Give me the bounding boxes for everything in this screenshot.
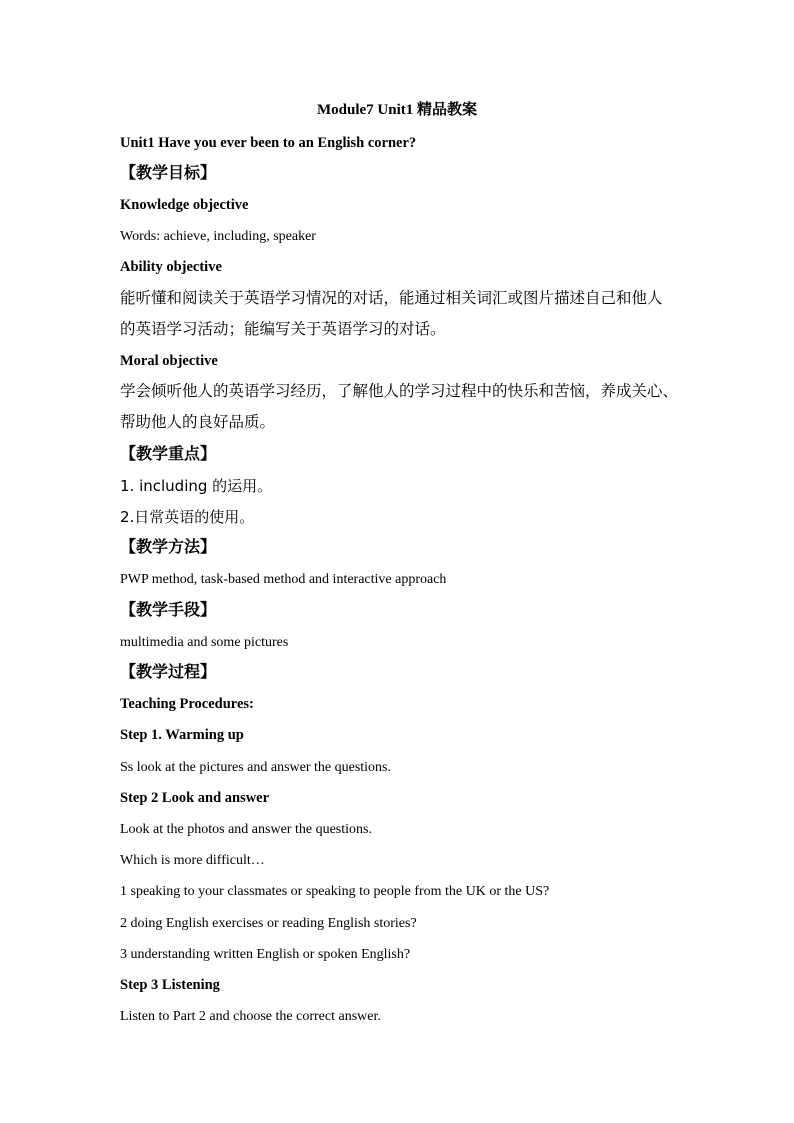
- words-line: Words: achieve, including, speaker: [120, 229, 316, 244]
- key-point-2: 2.日常英语的使用。: [120, 508, 255, 526]
- section-teaching-process: 【教学过程】: [120, 662, 217, 681]
- section-key-points: 【教学重点】: [120, 444, 217, 463]
- ability-text-line-2: 的英语学习活动；能编写关于英语学习的对话。: [120, 320, 446, 338]
- moral-objective-heading: Moral objective: [120, 353, 218, 369]
- methods-text: PWP method, task-based method and interactive approach: [120, 572, 447, 587]
- section-teaching-means: 【教学手段】: [120, 600, 217, 619]
- step2-item-3: 3 understanding written English or spoken English?: [120, 947, 411, 962]
- step3-heading: Step 3 Listening: [120, 977, 220, 993]
- ability-objective-heading: Ability objective: [120, 259, 222, 275]
- key-point-1: 1. including 的运用。: [120, 477, 273, 495]
- step2-item-1: 1 speaking to your classmates or speaking to people from the UK or the US?: [120, 884, 550, 899]
- moral-text-line-2: 帮助他人的良好品质。: [120, 413, 276, 431]
- moral-text-line-1: 学会倾听他人的英语学习经历，了解他人的学习过程中的快乐和苦恼，养成关心、: [120, 382, 679, 400]
- ability-text-line-1: 能听懂和阅读关于英语学习情况的对话，能通过相关词汇或图片描述自己和他人: [120, 289, 663, 307]
- step1-text: Ss look at the pictures and answer the questions.: [120, 760, 392, 775]
- step2-question: Which is more difficult…: [120, 853, 265, 868]
- section-teaching-methods: 【教学方法】: [120, 537, 217, 556]
- step2-item-2: 2 doing English exercises or reading English stories?: [120, 916, 417, 931]
- procedures-heading: Teaching Procedures:: [120, 696, 254, 712]
- step1-heading: Step 1. Warming up: [120, 727, 244, 743]
- step3-text: Listen to Part 2 and choose the correct answer.: [120, 1009, 381, 1024]
- knowledge-objective-heading: Knowledge objective: [120, 197, 249, 213]
- means-text: multimedia and some pictures: [120, 635, 289, 650]
- section-teaching-objectives: 【教学目标】: [120, 163, 217, 182]
- document-title: Module7 Unit1 精品教案: [316, 102, 477, 118]
- unit-heading: Unit1 Have you ever been to an English corner?: [120, 135, 417, 151]
- step2-heading: Step 2 Look and answer: [120, 790, 270, 806]
- step2-text: Look at the photos and answer the questions.: [120, 822, 372, 837]
